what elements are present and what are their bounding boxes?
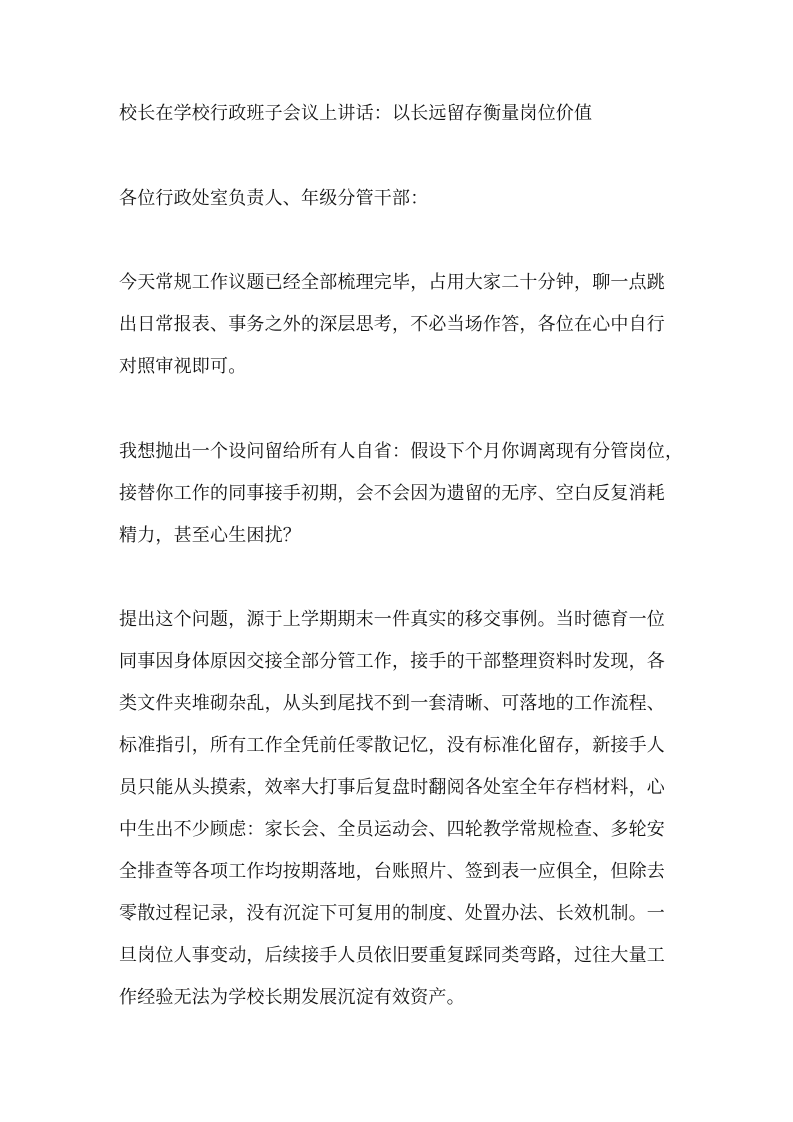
paragraph-line: 员只能从头摸索，效率大打事后复盘时翻阅各处室全年存档材料，心 (119, 777, 665, 798)
paragraph-line: 类文件夹堆砌杂乱，从头到尾找不到一套清晰、可落地的工作流程、 (119, 693, 665, 714)
paragraph-line: 接替你工作的同事接手初期，会不会因为遗留的无序、空白反复消耗 (119, 483, 665, 504)
document-title: 校长在学校行政班子会议上讲话：以长远留存衡量岗位价值 (119, 103, 593, 124)
paragraph-line: 提出这个问题，源于上学期期末一件真实的移交事例。当时德育一位 (119, 609, 665, 630)
paragraph-line: 零散过程记录，没有沉淀下可复用的制度、处置办法、长效机制。一 (119, 903, 665, 924)
paragraph-line: 同事因身体原因交接全部分管工作，接手的干部整理资料时发现，各 (119, 651, 665, 672)
paragraph-line: 今天常规工作议题已经全部梳理完毕，占用大家二十分钟，聊一点跳 (119, 272, 665, 293)
paragraph-line: 旦岗位人事变动，后续接手人员依旧要重复踩同类弯路，过往大量工 (119, 945, 665, 966)
paragraph-line: 对照审视即可。 (119, 356, 247, 377)
paragraph-line: 精力，甚至心生困扰？ (119, 525, 301, 546)
paragraph-line: 我想抛出一个设问留给所有人自省：假设下个月你调离现有分管岗位， (119, 441, 684, 462)
paragraph-line: 出日常报表、事务之外的深层思考，不必当场作答，各位在心中自行 (119, 314, 665, 335)
paragraph-line: 作经验无法为学校长期发展沉淀有效资产。 (119, 987, 465, 1008)
paragraph-line: 全排查等各项工作均按期落地，台账照片、签到表一应俱全，但除去 (119, 861, 665, 882)
paragraph-line: 标准指引，所有工作全凭前任零散记忆，没有标准化留存，新接手人 (119, 735, 665, 756)
paragraph-line: 中生出不少顾虑：家长会、全员运动会、四轮教学常规检查、多轮安 (119, 819, 665, 840)
greeting-line: 各位行政处室负责人、年级分管干部： (119, 188, 429, 209)
